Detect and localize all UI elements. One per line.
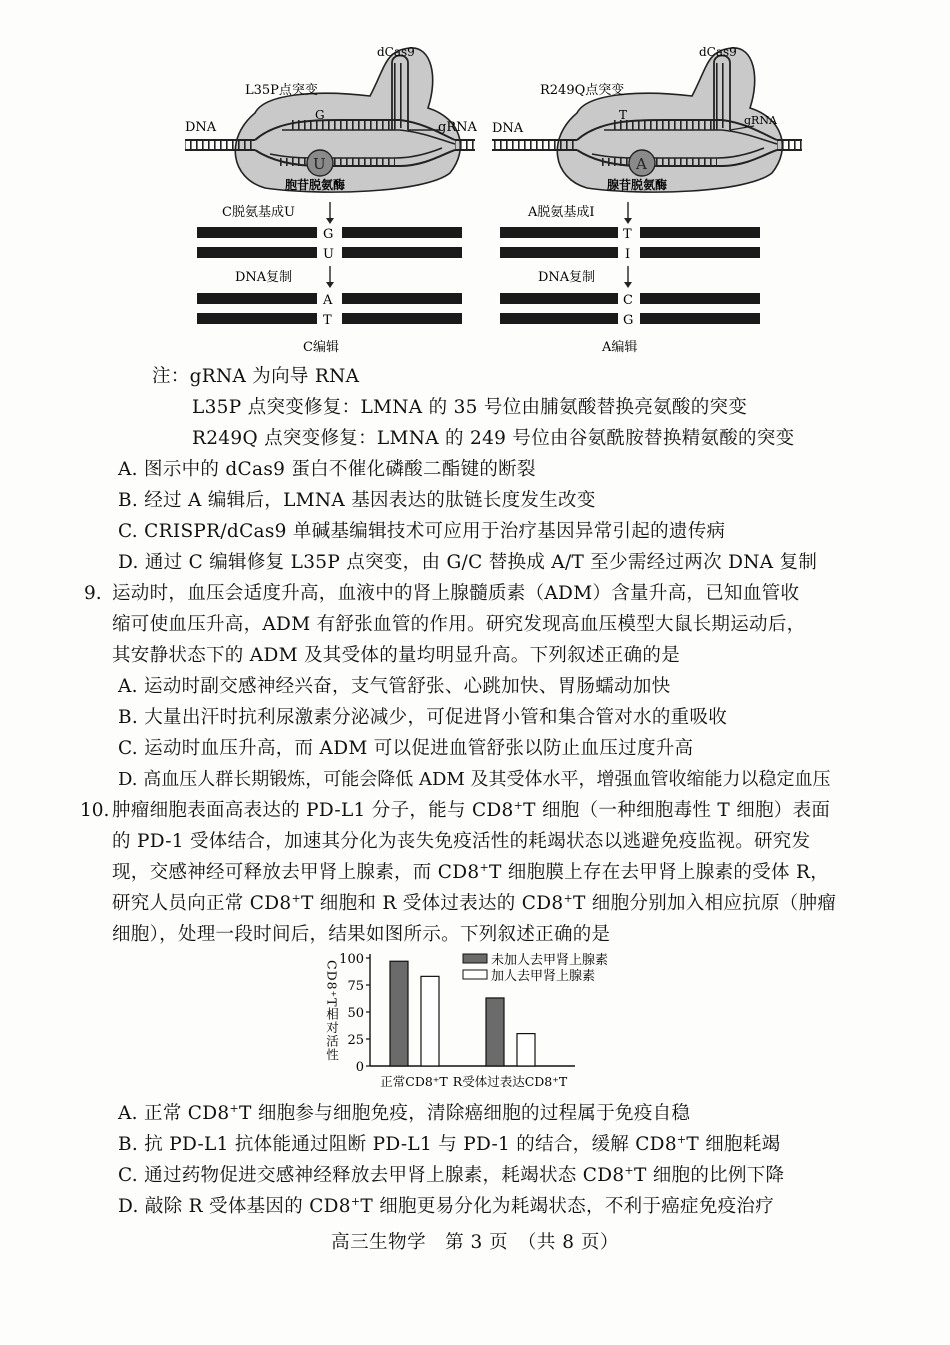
bar-1-0 (486, 998, 504, 1066)
q8-option-d: D. 通过 C 编辑修复 L35P 点突变，由 G/C 替换成 A/T 至少需经过两次 DNA 复制 (118, 552, 818, 573)
page-footer: 高三生物学 第 3 页 （共 8 页） (331, 1232, 619, 1253)
q9-stem-line1: 运动时，血压会适度升高，血液中的肾上腺髓质素（ADM）含量升高，已知血管收 (112, 583, 800, 604)
right-panel (492, 45, 802, 355)
right-dcas9-label: dCas9 (699, 45, 737, 59)
left-step1-label: C脱氨基成U (222, 205, 295, 220)
right-caption: A编辑 (602, 340, 638, 355)
legend-swatch-1 (463, 970, 487, 979)
chart-svg (318, 948, 638, 1098)
note-r249q: R249Q 点突变修复：LMNA 的 249 号位由谷氨酰胺替换精氨酸的突变 (192, 428, 795, 449)
left-step2-base-bottom: T (323, 313, 332, 328)
left-top-base: G (315, 108, 325, 122)
q10-option-a: A. 正常 CD8+T 细胞参与细胞免疫，清除癌细胞的过程属于免疫自稳 (118, 1101, 691, 1124)
x-category-label-0: 正常CD8⁺T (380, 1074, 448, 1089)
crispr-base-editing-figure (170, 38, 810, 360)
right-step2-base-bottom: G (623, 313, 634, 328)
right-step1-label: A脱氨基成I (528, 205, 595, 220)
q8-option-b: B. 经过 A 编辑后，LMNA 基因表达的肽链长度发生改变 (118, 490, 596, 511)
q10-option-b: B. 抗 PD-L1 抗体能通过阻断 PD-L1 与 PD-1 的结合，缓解 CD8+T 细胞耗竭 (118, 1132, 781, 1155)
left-dna-label: DNA (185, 120, 217, 135)
note-l35p: L35P 点突变修复：LMNA 的 35 号位由脯氨酸替换亮氨酸的突变 (192, 397, 748, 418)
q9-option-d: D. 高血压人群长期锻炼，可能会降低 ADM 及其受体水平，增强血管收缩能力以稳定血压 (118, 769, 831, 790)
q10-number: 10. (80, 800, 110, 821)
q9-stem-line2: 缩可使血压升高，ADM 有舒张血管的作用。研究发现高血压模型大鼠长期运动后， (112, 614, 806, 635)
bar-0-0 (390, 961, 408, 1066)
right-dna-label: DNA (492, 121, 524, 136)
legend-label-0: 未加人去甲肾上腺素 (491, 953, 609, 968)
left-enzyme-label: 胞苷脱氨酶 (285, 178, 346, 192)
y-axis-label: CD8⁺T相对活性 (324, 960, 340, 1062)
left-panel (185, 45, 477, 355)
y-tick-label-3: 75 (347, 979, 364, 994)
q10-stem-line4: 研究人员向正常 CD8+T 细胞和 R 受体过表达的 CD8+T 细胞分别加入相应抗原（肿瘤 (112, 891, 837, 914)
q10-option-c: C. 通过药物促进交感神经释放去甲肾上腺素，耗竭状态 CD8+T 细胞的比例下降 (118, 1163, 785, 1186)
right-step1-base-bottom: I (625, 247, 631, 262)
right-mutation-label: R249Q点突变 (540, 83, 625, 98)
note-grna: 注：gRNA 为向导 RNA (152, 366, 360, 387)
legend-swatch-0 (463, 954, 487, 963)
q10-option-d: D. 敲除 R 受体基因的 CD8+T 细胞更易分化为耗竭状态，不利于癌症免疫治疗 (118, 1194, 775, 1217)
bar-1-1 (517, 1034, 535, 1066)
q10-stem-line1: 肿瘤细胞表面高表达的 PD-L1 分子，能与 CD8+T 细胞（一种细胞毒性 T 细胞）表面 (112, 798, 831, 821)
left-caption: C编辑 (303, 340, 339, 355)
q9-option-a: A. 运动时副交感神经兴奋，支气管舒张、心跳加快、胃肠蠕动加快 (118, 676, 671, 697)
left-step2-base-top: A (323, 293, 333, 308)
right-enzyme-label: 腺苷脱氨酶 (607, 178, 668, 192)
right-step2-base-top: C (623, 293, 633, 308)
left-grna-label: gRNA (438, 120, 477, 135)
q9-stem-line3: 其安静状态下的 ADM 及其受体的量均明显升高。下列叙述正确的是 (112, 645, 680, 666)
legend-label-1: 加人去甲肾上腺素 (491, 969, 596, 984)
left-mutation-label: L35P点突变 (245, 83, 318, 98)
y-tick-label-4: 100 (339, 952, 364, 967)
q9-number: 9. (84, 583, 102, 604)
right-top-base: T (619, 108, 628, 122)
q9-option-c: C. 运动时血压升高，而 ADM 可以促进血管舒张以防止血压过度升高 (118, 738, 694, 759)
q10-stem-line3: 现，交感神经可释放去甲肾上腺素，而 CD8+T 细胞膜上存在去甲肾上腺素的受体 R， (112, 860, 830, 883)
x-category-label-1: R受体过表达CD8⁺T (452, 1074, 568, 1089)
y-tick-label-1: 25 (347, 1033, 364, 1048)
q8-option-c: C. CRISPR/dCas9 单碱基编辑技术可应用于治疗基因异常引起的遗传病 (118, 521, 726, 542)
left-step2-label: DNA复制 (235, 270, 293, 285)
left-dcas9-label: dCas9 (377, 45, 415, 59)
left-enzyme-base: U (313, 155, 326, 173)
q10-stem-line5: 细胞），处理一段时间后，结果如图所示。下列叙述正确的是 (112, 924, 611, 945)
y-tick-label-2: 50 (347, 1006, 364, 1021)
right-enzyme-base: A (636, 155, 647, 173)
left-step1-base-bottom: U (323, 247, 334, 262)
left-step1-base-top: G (323, 227, 334, 242)
y-tick-label-0: 0 (355, 1060, 364, 1075)
q9-option-b: B. 大量出汗时抗利尿激素分泌减少，可促进肾小管和集合管对水的重吸收 (118, 707, 728, 728)
right-grna-label: gRNA (744, 114, 777, 127)
right-step1-base-top: T (623, 227, 632, 242)
q10-stem-line2: 的 PD-1 受体结合，加速其分化为丧失免疫活性的耗竭状态以逃避免疫监视。研究发 (112, 831, 811, 852)
bar-0-1 (421, 976, 439, 1066)
figure-svg (170, 38, 810, 360)
q8-option-a: A. 图示中的 dCas9 蛋白不催化磷酸二酯键的断裂 (118, 459, 536, 480)
right-step2-label: DNA复制 (538, 270, 596, 285)
cd8-activity-chart (318, 948, 638, 1098)
